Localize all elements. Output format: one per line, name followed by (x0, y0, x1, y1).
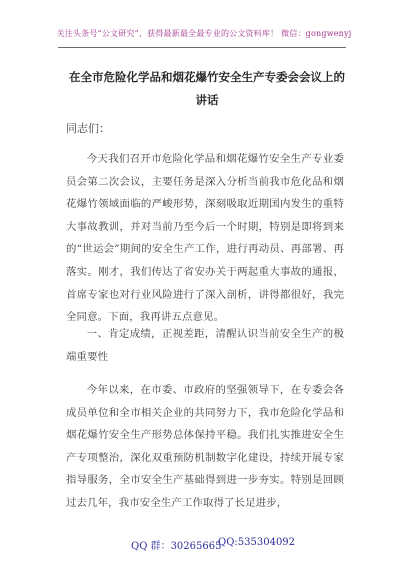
footer-qq-number: QQ:535304092 (218, 537, 296, 548)
body-paragraph: 今天我们召开市危险化学品和烟花爆竹安全生产专业委员会第二次会议，主要任务是深入分析当前我市危化品和烟花爆竹领域面临的严峻形势，深刻吸取近期国内发生的重特大事故教训，并对当前乃至今后一个时期，特别是即将到来的“世运会”期间的安全生产工作，进行再动员、再部署、再落实。刚才，我们传达了省安办关于两起重大事故的通报，首席专家也对行业风险进行了深入剖析，讲得都很好，我完全同意。下面，我再讲五点意见。 (66, 153, 344, 324)
document-title: 在全市危险化学品和烟花爆竹安全生产专委会会议上的讲话 (69, 70, 345, 107)
salutation: 同志们： (66, 122, 110, 135)
footer-qq-group: QQ 群：30265665 (131, 541, 222, 552)
body-paragraph: 今年以来，在市委、市政府的坚强领导下，在专委会各成员单位和全市相关企业的共同努力下，我市危险化学品和烟花爆竹安全生产形势总体保持平稳。我们扎实推进安全生产专项整治，深化双重预防机制数字化建设，持续开展专家指导服务，全市安全生产基础得到进一步夯实。特别是回顾过去几年，我市安全生产工作取得了长足进步， (66, 384, 344, 509)
section-heading: 一、肯定成绩，正视差距，清醒认识当前安全生产的极端重要性 (66, 328, 344, 363)
header-banner: 关注头条号“公文研究”，获得最新最全最专业的公文资料库！ 微信：gongwenyj (56, 29, 352, 38)
header-divider (58, 47, 346, 48)
